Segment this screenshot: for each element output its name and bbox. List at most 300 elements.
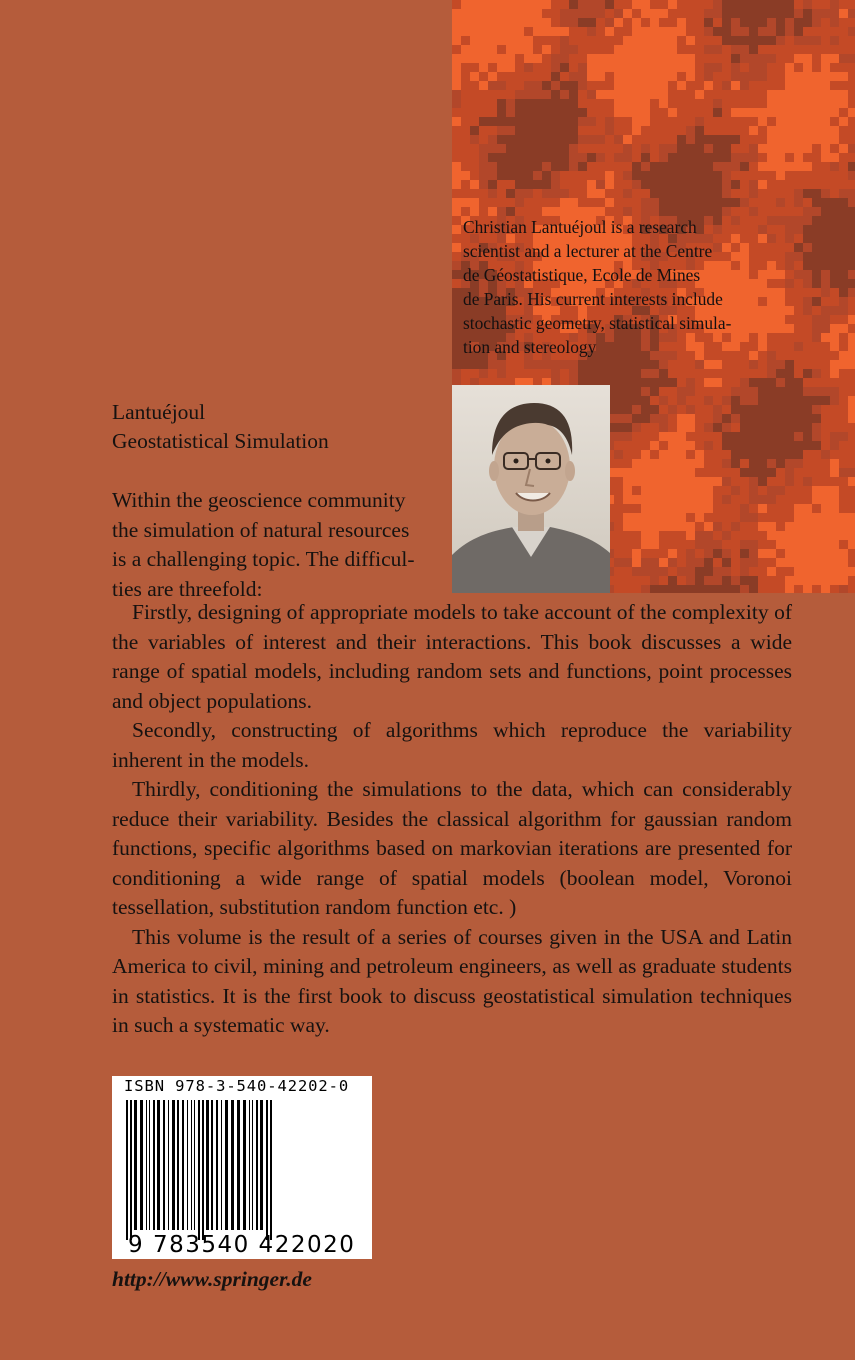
texture-cell [695,504,704,513]
texture-cell [533,117,542,126]
texture-cell [803,81,812,90]
texture-cell [488,27,497,36]
texture-cell [686,135,695,144]
texture-cell [623,387,632,396]
texture-cell [794,513,803,522]
texture-cell [551,171,560,180]
texture-cell [515,0,524,9]
texture-cell [713,108,722,117]
texture-cell [740,549,749,558]
texture-cell [614,378,623,387]
texture-cell [704,441,713,450]
texture-cell [794,162,803,171]
texture-cell [524,144,533,153]
texture-cell [830,369,839,378]
texture-cell [803,585,812,593]
texture-cell [722,36,731,45]
texture-cell [650,18,659,27]
texture-cell [695,531,704,540]
texture-cell [569,117,578,126]
texture-cell [578,81,587,90]
texture-cell [722,459,731,468]
texture-cell [713,45,722,54]
texture-cell [515,90,524,99]
texture-cell [623,414,632,423]
texture-cell [839,468,848,477]
texture-cell [686,126,695,135]
texture-cell [623,153,632,162]
texture-cell [488,180,497,189]
texture-cell [749,360,758,369]
texture-cell [551,90,560,99]
texture-cell [740,405,749,414]
texture-cell [812,198,821,207]
texture-cell [794,135,803,144]
texture-cell [731,585,740,593]
texture-cell [785,99,794,108]
texture-cell [668,432,677,441]
texture-cell [749,126,758,135]
texture-cell [659,171,668,180]
texture-cell [839,513,848,522]
texture-cell [632,171,641,180]
texture-cell [506,27,515,36]
texture-cell [812,81,821,90]
texture-cell [659,504,668,513]
texture-cell [551,144,560,153]
texture-cell [497,153,506,162]
texture-cell [731,81,740,90]
texture-cell [803,387,812,396]
texture-cell [668,468,677,477]
texture-cell [659,459,668,468]
texture-cell [668,522,677,531]
texture-cell [785,144,794,153]
texture-cell [650,495,659,504]
texture-cell [713,360,722,369]
texture-cell [758,36,767,45]
texture-cell [812,117,821,126]
texture-cell [659,153,668,162]
texture-cell [659,558,668,567]
texture-cell [785,549,794,558]
texture-cell [479,360,488,369]
texture-cell [515,117,524,126]
texture-cell [695,135,704,144]
texture-cell [623,423,632,432]
texture-cell [686,576,695,585]
texture-cell [470,360,479,369]
blurb-intro-line: Within the geoscience community [112,488,406,512]
texture-cell [758,162,767,171]
texture-cell [470,198,479,207]
texture-cell [803,162,812,171]
texture-cell [641,531,650,540]
texture-cell [848,513,855,522]
texture-cell [479,171,488,180]
texture-cell [758,180,767,189]
texture-cell [668,54,677,63]
texture-cell [623,72,632,81]
texture-cell [533,162,542,171]
texture-cell [740,432,749,441]
blurb-paragraph-volume: This volume is the result of a series of courses given in the USA and Latin America to civil, mining and petroleum engineers, as well as graduate students in statistics. It is the first book to discuss geostatistical simulation techniques in such a systematic way. [112,924,792,1037]
texture-cell [605,369,614,378]
texture-cell [758,450,767,459]
texture-cell [515,180,524,189]
texture-cell [812,126,821,135]
texture-cell [722,27,731,36]
texture-cell [848,252,855,261]
texture-cell [794,198,803,207]
texture-cell [794,36,803,45]
texture-cell [848,9,855,18]
texture-cell [497,360,506,369]
texture-cell [785,0,794,9]
texture-cell [632,63,641,72]
texture-cell [731,522,740,531]
texture-cell [785,387,794,396]
texture-cell [452,207,461,216]
texture-cell [776,36,785,45]
texture-cell [605,54,614,63]
texture-cell [641,369,650,378]
texture-cell [776,99,785,108]
texture-cell [524,135,533,144]
texture-cell [767,549,776,558]
texture-cell [569,126,578,135]
texture-cell [650,9,659,18]
author-bio-line: de Paris. His current interests include [463,289,723,309]
texture-cell [839,117,848,126]
texture-cell [776,27,785,36]
texture-cell [704,477,713,486]
author-portrait-illustration [452,385,610,593]
texture-cell [560,153,569,162]
barcode-bar [140,1100,143,1230]
texture-cell [650,414,659,423]
texture-cell [812,576,821,585]
texture-cell [821,54,830,63]
texture-cell [686,180,695,189]
texture-cell [686,486,695,495]
texture-cell [713,576,722,585]
texture-cell [758,72,767,81]
texture-cell [731,180,740,189]
texture-cell [614,99,623,108]
texture-cell [704,585,713,593]
texture-cell [677,495,686,504]
texture-cell [812,414,821,423]
texture-cell [722,180,731,189]
texture-cell [641,360,650,369]
texture-cell [542,360,551,369]
texture-cell [677,27,686,36]
texture-cell [452,225,461,234]
texture-cell [497,0,506,9]
texture-cell [704,63,713,72]
texture-cell [848,198,855,207]
texture-cell [803,18,812,27]
texture-cell [560,360,569,369]
texture-cell [848,531,855,540]
texture-cell [515,99,524,108]
texture-cell [605,27,614,36]
texture-cell [848,144,855,153]
texture-cell [695,144,704,153]
texture-cell [587,180,596,189]
texture-cell [848,405,855,414]
publisher-url[interactable]: http://www.springer.de [112,1267,312,1291]
texture-cell [704,18,713,27]
texture-cell [659,72,668,81]
author-bio-line: de Géostatistique, Ecole de Mines [463,265,701,285]
texture-cell [515,198,524,207]
texture-cell [452,342,461,351]
texture-cell [605,63,614,72]
texture-cell [659,9,668,18]
barcode-bar [237,1100,240,1230]
texture-cell [776,108,785,117]
texture-cell [785,18,794,27]
texture-cell [767,162,776,171]
texture-cell [632,369,641,378]
texture-cell [596,369,605,378]
texture-cell [506,108,515,117]
texture-cell [497,171,506,180]
texture-cell [650,567,659,576]
texture-cell [452,180,461,189]
texture-cell [641,468,650,477]
texture-cell [758,405,767,414]
texture-cell [776,171,785,180]
texture-cell [848,540,855,549]
author-bio-line: stochastic geometry, statistical simula- [463,313,732,333]
texture-cell [839,585,848,593]
texture-cell [803,0,812,9]
texture-cell [668,0,677,9]
texture-cell [704,45,713,54]
texture-cell [848,54,855,63]
texture-cell [677,396,686,405]
texture-cell [452,261,461,270]
texture-cell [614,135,623,144]
texture-cell [533,81,542,90]
texture-cell [542,126,551,135]
texture-cell [632,0,641,9]
texture-cell [659,522,668,531]
texture-cell [587,18,596,27]
texture-cell [623,405,632,414]
texture-cell [641,522,650,531]
texture-cell [452,324,461,333]
texture-cell [506,0,515,9]
texture-cell [722,495,731,504]
texture-cell [767,153,776,162]
texture-cell [614,54,623,63]
texture-cell [587,189,596,198]
texture-cell [830,567,839,576]
texture-cell [632,162,641,171]
texture-cell [479,81,488,90]
texture-cell [623,99,632,108]
texture-cell [569,81,578,90]
texture-cell [848,171,855,180]
texture-cell [758,522,767,531]
texture-cell [614,414,623,423]
texture-cell [686,585,695,593]
texture-cell [848,414,855,423]
texture-cell [794,522,803,531]
texture-cell [749,18,758,27]
texture-cell [767,459,776,468]
texture-cell [650,477,659,486]
texture-cell [785,63,794,72]
texture-cell [650,405,659,414]
texture-cell [632,81,641,90]
texture-cell [749,459,758,468]
texture-cell [479,153,488,162]
texture-cell [614,360,623,369]
texture-cell [731,432,740,441]
texture-cell [731,153,740,162]
texture-cell [722,9,731,18]
texture-cell [641,396,650,405]
texture-cell [524,117,533,126]
texture-cell [641,414,650,423]
texture-cell [830,576,839,585]
texture-cell [767,126,776,135]
texture-cell [785,360,794,369]
barcode-bar [177,1100,179,1230]
texture-cell [452,198,461,207]
texture-cell [785,531,794,540]
texture-cell [623,63,632,72]
texture-cell [803,9,812,18]
texture-cell [785,414,794,423]
texture-cell [776,90,785,99]
texture-cell [812,396,821,405]
texture-cell [785,450,794,459]
texture-cell [695,117,704,126]
texture-cell [794,549,803,558]
texture-cell [785,576,794,585]
texture-cell [704,153,713,162]
texture-cell [551,72,560,81]
texture-cell [641,504,650,513]
texture-cell [515,9,524,18]
texture-cell [506,99,515,108]
barcode-bar [231,1100,234,1230]
texture-cell [830,558,839,567]
texture-cell [803,144,812,153]
texture-cell [632,396,641,405]
texture-cell [830,549,839,558]
texture-cell [596,189,605,198]
barcode-bar [206,1100,209,1230]
texture-cell [695,450,704,459]
texture-cell [461,9,470,18]
texture-cell [515,36,524,45]
texture-cell [794,576,803,585]
texture-cell [704,135,713,144]
texture-cell [776,378,785,387]
texture-cell [551,117,560,126]
texture-cell [812,531,821,540]
texture-cell [677,585,686,593]
texture-cell [605,18,614,27]
texture-cell [767,567,776,576]
texture-cell [722,585,731,593]
texture-cell [794,72,803,81]
texture-cell [704,9,713,18]
texture-cell [506,18,515,27]
texture-cell [632,387,641,396]
texture-cell [614,72,623,81]
texture-cell [587,117,596,126]
texture-cell [560,18,569,27]
texture-cell [713,162,722,171]
texture-cell [542,18,551,27]
texture-cell [749,477,758,486]
texture-cell [830,54,839,63]
texture-cell [614,396,623,405]
texture-cell [533,54,542,63]
texture-cell [821,144,830,153]
texture-cell [848,351,855,360]
texture-cell [785,396,794,405]
texture-cell [452,99,461,108]
texture-cell [740,576,749,585]
texture-cell [488,144,497,153]
texture-cell [803,405,812,414]
texture-cell [596,360,605,369]
texture-cell [704,567,713,576]
texture-cell [614,63,623,72]
texture-cell [515,144,524,153]
texture-cell [821,522,830,531]
texture-cell [668,198,677,207]
texture-cell [821,531,830,540]
texture-cell [794,99,803,108]
barcode-bar [216,1100,218,1230]
texture-cell [740,9,749,18]
texture-cell [587,360,596,369]
texture-cell [740,108,749,117]
texture-cell [533,153,542,162]
texture-cell [812,72,821,81]
texture-cell [767,9,776,18]
texture-cell [632,99,641,108]
texture-cell [533,360,542,369]
texture-cell [758,18,767,27]
texture-cell [632,414,641,423]
texture-cell [551,189,560,198]
texture-cell [650,72,659,81]
texture-cell [758,396,767,405]
texture-cell [848,108,855,117]
texture-cell [848,333,855,342]
texture-cell [668,477,677,486]
texture-cell [848,207,855,216]
texture-cell [452,36,461,45]
texture-cell [677,468,686,477]
texture-cell [497,27,506,36]
texture-cell [686,171,695,180]
texture-cell [794,567,803,576]
texture-cell [686,531,695,540]
texture-cell [821,396,830,405]
